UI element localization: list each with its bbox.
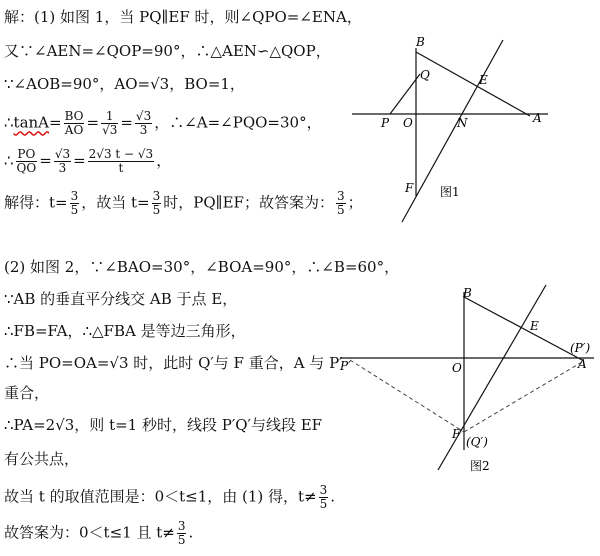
- semicolon: ；: [347, 193, 363, 212]
- angle-a-result: ，∴∠A=∠PQO=30°，: [154, 113, 322, 132]
- num: 3: [319, 483, 328, 497]
- eq: =: [120, 113, 133, 132]
- num: √3: [54, 147, 71, 161]
- comma: ，: [156, 151, 172, 170]
- label-p-2: P′: [340, 359, 351, 373]
- period: .: [330, 487, 336, 506]
- therefore: ∴: [4, 151, 14, 170]
- part2-line-4: ∴当 PO=OA=√3 时，此时 Q′与 F 重合，A 与 P′: [4, 354, 343, 372]
- tan-a: tanA: [13, 113, 50, 132]
- dashed-fa: [464, 362, 582, 432]
- label-o-2: O: [452, 361, 462, 375]
- label-b: B: [416, 35, 425, 49]
- label-e: E: [479, 73, 488, 87]
- den: √3: [102, 123, 118, 137]
- label-o: O: [403, 116, 413, 130]
- den: 5: [319, 497, 328, 511]
- den: t: [118, 161, 124, 175]
- part2-line-1: (2) 如图 2，∵∠BAO=30°，∠BOA=90°，∴∠B=60°，: [4, 258, 400, 276]
- line-ef-2: [438, 285, 546, 470]
- label-b-2: B: [463, 286, 472, 300]
- num: PO: [17, 147, 36, 161]
- num: 3: [177, 519, 186, 533]
- num: BO: [64, 109, 84, 123]
- part2-line-6: ∴PA=2√3，则 t=1 秒时，线段 P′Q′与线段 EF: [4, 416, 323, 434]
- label-n: N: [457, 116, 468, 130]
- den: 3: [58, 161, 67, 175]
- solution-line-2: 又∵∠AEN=∠QOP=90°，∴△AEN∽△QOP，: [4, 42, 331, 60]
- dashed-pf: [350, 360, 464, 432]
- label-f-2: F: [452, 427, 461, 441]
- num: √3: [135, 109, 152, 123]
- range-text: 故当 t 的取值范围是：0＜t≤1，由 (1) 得，t≠: [4, 487, 317, 506]
- figure1-caption: 图1: [440, 185, 460, 199]
- label-f: F: [405, 181, 414, 195]
- den: QO: [16, 161, 37, 175]
- label-qp-2: (Q′): [466, 435, 488, 449]
- eq: =: [73, 151, 86, 170]
- num: 3: [336, 189, 345, 203]
- den: 3: [139, 123, 148, 137]
- num: 3: [152, 189, 161, 203]
- figure2-caption: 图2: [470, 459, 490, 473]
- therefore: ∴: [4, 113, 14, 132]
- label-a-2: A: [578, 357, 587, 371]
- num: 1: [101, 110, 118, 124]
- answer-text: 故答案为：0＜t≤1 且 t≠: [4, 523, 175, 542]
- solution-line-1: 解：(1) 如图 1，当 PQ∥EF 时，则∠QPO=∠ENA，: [4, 8, 362, 26]
- num: 3: [70, 189, 79, 203]
- solve-text: 解得：t=: [4, 193, 68, 212]
- part2-line-2: ∵AB 的垂直平分线交 AB 于点 E，: [4, 290, 238, 308]
- den: 5: [336, 203, 345, 217]
- num: 2√3 t − √3: [88, 147, 154, 161]
- label-a: A: [533, 111, 542, 125]
- den: AO: [64, 123, 84, 137]
- part2-line-7: 有公共点，: [4, 450, 80, 468]
- label-pp-2: (P′): [570, 341, 591, 355]
- label-p: P: [381, 116, 390, 130]
- label-e-2: E: [530, 319, 539, 333]
- den: 5: [152, 203, 161, 217]
- period: .: [188, 523, 194, 542]
- solution-line-3: ∵∠AOB=90°，AO=√3，BO=1，: [4, 75, 245, 93]
- segment-ba-2: [464, 297, 582, 360]
- part2-line-5: 重合，: [4, 384, 50, 402]
- text: 时，PQ∥EF；故答案为：: [163, 193, 334, 212]
- den: 5: [177, 533, 186, 547]
- text: ，故当 t=: [81, 193, 150, 212]
- label-q: Q: [420, 68, 430, 82]
- part2-line-3: ∴FB=FA，∴△FBA 是等边三角形，: [4, 322, 246, 340]
- eq: =: [39, 151, 52, 170]
- eq: =: [86, 113, 100, 132]
- eq: =: [49, 113, 62, 132]
- den: 5: [70, 203, 79, 217]
